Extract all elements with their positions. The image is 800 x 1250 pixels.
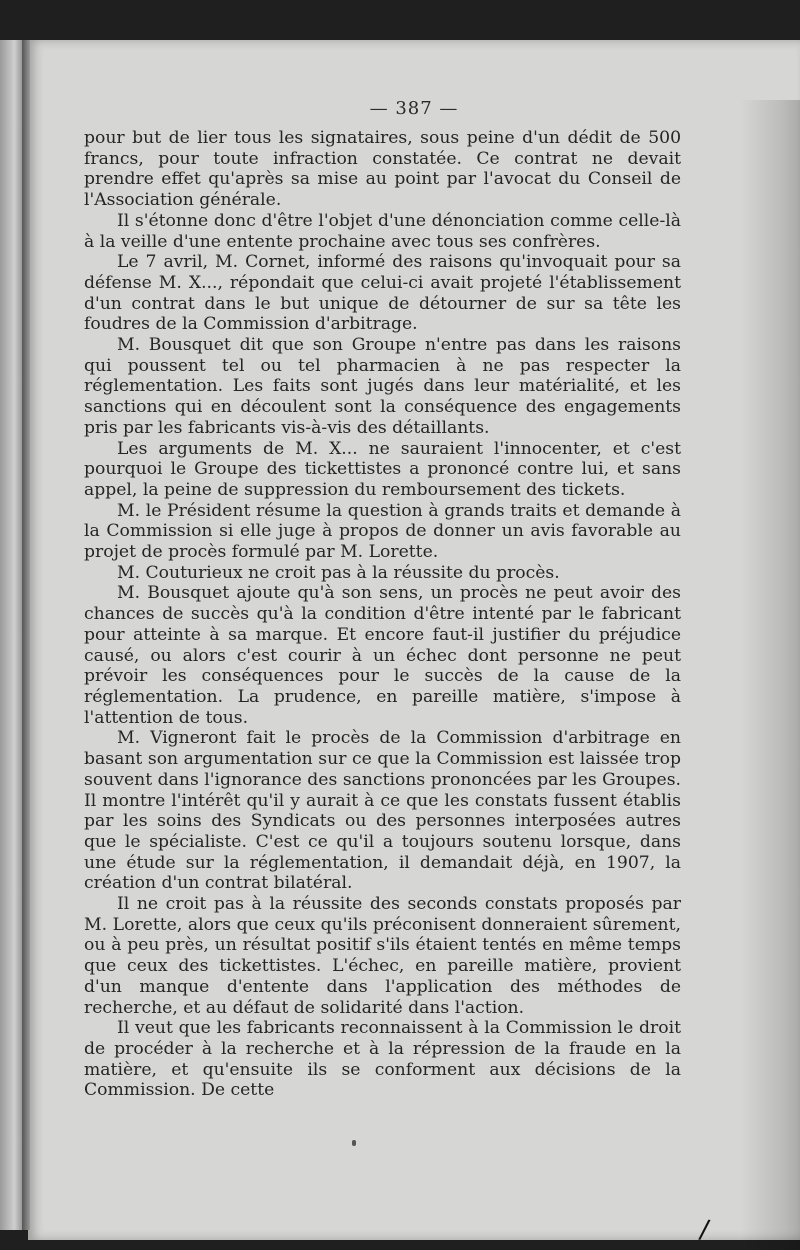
paragraph: M. Bousquet dit que son Groupe n'entre pas dans les raisons qui poussent tel ou tel pharmacien à ne pas respecter la réglementation. Les faits sont jugés dans leur matérialité, et les sanctions qui en découlent sont la conséquence des engagements pris par les fabricants vis-à-vis des détaillants. [84,335,681,438]
paragraph: Il veut que les fabricants reconnaissent à la Commission le droit de procéder à la recherche et à la répression de la fraude en la matière, et qu'ensuite ils se conforment aux décisions de la Commission. De cette [84,1018,681,1101]
book-page [28,40,800,1240]
pencil-mark: / [697,1214,712,1246]
paragraph: M. Couturieux ne croit pas à la réussite du procès. [117,562,560,583]
page-number: — 387 — [369,98,459,119]
paragraph: M. le Président résume la question à grands traits et demande à la Commission si elle juge à propos de donner un avis favorable au projet de procès formulé par M. Lorette. [84,500,681,563]
paragraph: Le 7 avril, M. Cornet, informé des raisons qu'invoquait pour sa défense M. X..., répondait que celui-ci avait projeté l'établissement d'un contrat dans le but unique de détourner de sur sa tête les foudres de la Commission d'arbitrage. [84,252,681,335]
paragraph: M. Bousquet ajoute qu'à son sens, un procès ne peut avoir des chances de succès qu'à la condition d'être intenté par le fabricant pour atteinte à sa marque. Et encore faut-il justifier du préjudice causé, ou alors c'est courir à un échec dont personne ne peut prévoir les conséquences pour le succès de la cause de la réglementation. La prudence, en pareille matière, s'impose à l'attention de tous. [84,583,681,728]
adjacent-page-edge [0,40,24,1230]
paragraph: Il ne croit pas à la réussite des seconds constats proposés par M. Lorette, alors que ceux qu'ils préconisent donneraient sûrement, ou à peu près, un résultat positif s'ils étaient tentés en même temps que ceux des tickettistes. L'échec, en pareille matière, provient d'un manque d'entente dans l'application des méthodes de recherche, et au défaut de solidarité dans l'action. [84,894,681,1018]
paragraph: pour but de lier tous les signataires, sous peine d'un dédit de 500 francs, pour toute infraction constatée. Ce contrat ne devait prendre effet qu'après sa mise au point par l'avocat du Conseil de l'Association générale. [84,128,681,211]
book-gutter [22,40,30,1230]
paragraph: Les arguments de M. X... ne sauraient l'innocenter, et c'est pourquoi le Groupe des tickettistes a prononcé contre lui, et sans appel, la peine de suppression du remboursement des tickets. [84,438,681,500]
body-text [84,128,681,1101]
paragraph: Il s'étonne donc d'être l'objet d'une dénonciation comme celle-là à la veille d'une entente prochaine avec tous ses confrères. [84,210,681,252]
ink-speck [352,1140,356,1146]
paragraph: M. Vigneront fait le procès de la Commission d'arbitrage en basant son argumentation sur ce que la Commission est laissée trop souvent dans l'ignorance des sanctions prononcées par les Groupes. Il montre l'intérêt qu'il y aurait à ce que les constats fussent établis par les soins des Syndicats ou des personnes interposées autres que le spécialiste. C'est ce qu'il a toujours soutenu lorsque, dans une étude sur la réglementation, il demandait déjà, en 1907, la création d'un contrat bilatéral. [84,728,681,894]
page-shadow [740,100,800,1250]
